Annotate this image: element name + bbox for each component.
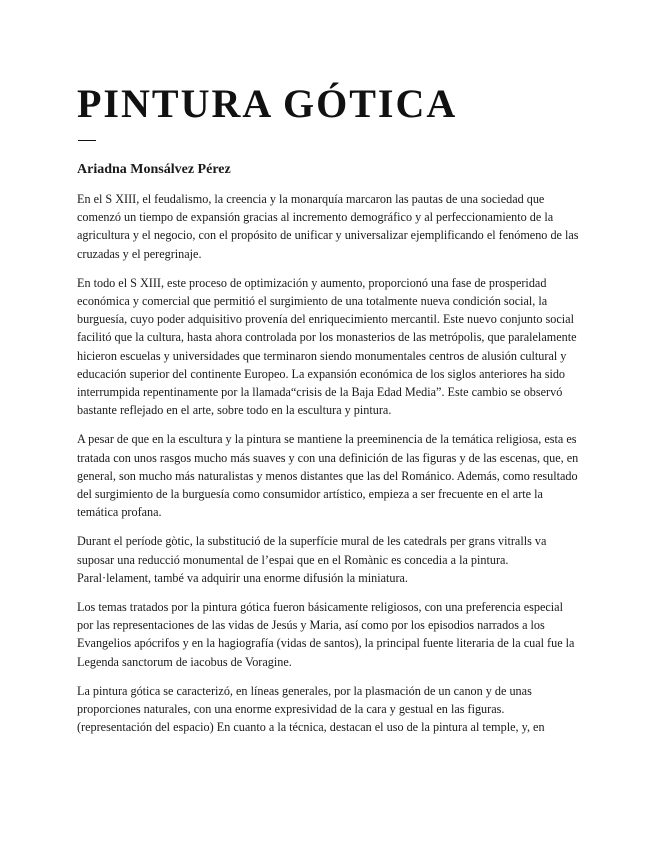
title-divider xyxy=(78,140,96,141)
paragraph: Los temas tratados por la pintura gótica fueron básicamente religiosos, con una preferencia especial por las representaciones de las vidas de Jesús y Maria, así como por los episodios narrados a los Evangelios apócrifos y en la hagiografía (vidas de santos), la principal fuente literaria de la cual fue la Legenda sanctorum de iacobus de Voragine. xyxy=(77,600,575,669)
paragraph: A pesar de que en la escultura y la pintura se mantiene la preeminencia de la temática religiosa, esta es tratada con unos rasgos mucho más suaves y con una definición de las figuras y de las escenas, que, en general, son mucho más naturalistas y menos distantes que las del Románico. Además, como resultado del surgimiento de la burguesía como consumidor artístico, empieza a ser frecuente en el arte la temática profana. xyxy=(77,432,579,520)
document-author: Ariadna Monsálvez Pérez xyxy=(77,162,231,177)
paragraph: En todo el S XIII, este proceso de optimización y aumento, proporcionó una fase de prosperidad económica y comercial que permitió el surgimiento de una totalmente nueva condición social, la burguesía, cuyo poder adquisitivo provenía del enriquecimiento mercantil. Este nuevo conjunto social facilitó que la cultura, hasta ahora controlada por los monasterios de las metrópolis, que paralelamente hicieron escuelas y universidades que terminaron siendo monumentales centros de alusión cultural y educación superior del continente Europeo. La expansión económica de los siglos anteriores ha sido interrumpida repentinamente por la llamada“crisis de la Baja Edad Media”. Este cambio se observó bastante reflejado en el arte, sobre todo en la escultura y pintura. xyxy=(77,275,577,418)
paragraph: Durant el període gòtic, la substitució de la superfície mural de les catedrals per grans vitralls va suposar una reducció monumental de l’espai que en el Romànic es concedia a la pintura. Paral·lelament, també va adquirir una enorme difusión la miniatura. xyxy=(77,534,547,585)
paragraph: La pintura gótica se caracterizó, en líneas generales, por la plasmación de un canon y de unas proporciones naturales, con una enorme expresividad de la cara y gestual en las figuras. (representación del espacio) En cuanto a la técnica, destacan el uso de la pintura al temple, y, en xyxy=(77,683,545,735)
paragraph: En el S XIII, el feudalismo, la creencia y la monarquía marcaron las pautas de una sociedad que comenzó un tiempo de expansión gracias al incremento demográfico y al perfeccionamiento de la agricultura y el negocio, con el propósito de unificar y universalizar ejemplificando el fenómeno de las cruzadas y el peregrinaje. xyxy=(77,192,579,261)
document-title: PINTURA GÓTICA xyxy=(77,81,458,126)
document-page xyxy=(77,82,579,736)
